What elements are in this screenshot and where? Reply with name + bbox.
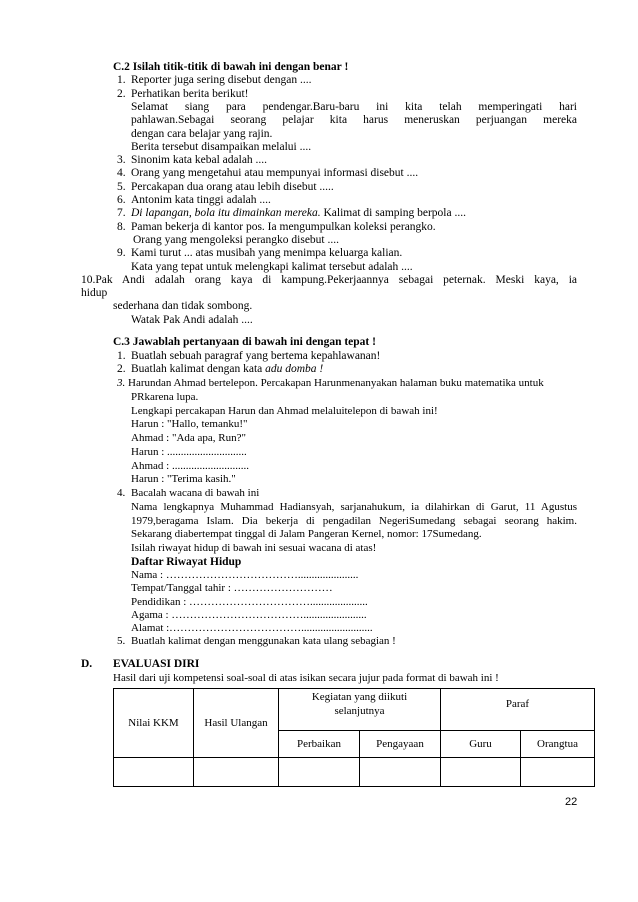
question-prompt: Berita tersebut disampaikan melalui .... xyxy=(131,141,312,153)
dialogue-speaker: Ahmad : xyxy=(131,432,170,444)
question-prompt: Kata yang tepat untuk melengkapi kalimat tersebut adalah .... xyxy=(131,261,413,273)
question-text: Orang yang mengetahui atau mempunyai informasi disebut .... xyxy=(131,167,419,179)
dialogue-text: "Ada apa, Run?" xyxy=(171,432,246,444)
dialogue-blank: ............................ xyxy=(171,460,249,472)
form-title: Daftar Riwayat Hidup xyxy=(131,556,242,568)
dialogue-line xyxy=(131,459,249,473)
question-number: 10. xyxy=(81,274,96,286)
dialogue-blank: ............................. xyxy=(167,446,247,458)
reading-passage-line: 1979,beragama Islam. Dia bekerja di pengadilan NegeriSumedang sebagai seorang hakim. xyxy=(131,515,577,527)
c2-question-8 xyxy=(117,220,436,234)
c3-question-2 xyxy=(117,362,323,376)
question-text: Pak Andi adalah orang kaya di kampung.Pekerjaannya sebagai peternak. Meski kaya, ia xyxy=(95,274,577,286)
header-paraf: Paraf xyxy=(441,689,595,731)
question-prompt: Watak Pak Andi adalah .... xyxy=(131,314,253,326)
question-number: 3. xyxy=(117,154,126,166)
question-number: 5. xyxy=(117,635,126,647)
form-field-nama: Nama : ………………………………...................... xyxy=(131,569,359,581)
question-instruction: Isilah riwayat hidup di bawah ini sesuai wacana di atas! xyxy=(131,542,377,554)
evaluation-table xyxy=(113,688,595,787)
section-c2-heading: C.2 Isilah titik-titik di bawah ini dengan benar ! xyxy=(113,61,349,73)
c2-question-4 xyxy=(117,166,418,180)
table-cell xyxy=(279,758,360,787)
dialogue-speaker: Harun : xyxy=(131,418,165,430)
table-cell xyxy=(441,758,521,787)
dialogue-text: "Terima kasih." xyxy=(167,473,236,485)
question-text: Kalimat di samping berpola .... xyxy=(323,207,466,219)
question-text: Buatlah sebuah paragraf yang bertema kepahlawanan! xyxy=(131,350,381,362)
question-text: Percakapan dua orang atau lebih disebut ..... xyxy=(131,181,334,193)
form-field-pendidikan: Pendidikan : ……………………………..................... xyxy=(131,596,368,608)
question-number: 1. xyxy=(117,350,126,362)
question-text: Bacalah wacana di bawah ini xyxy=(131,487,260,499)
c2-question-7 xyxy=(117,206,466,220)
table-row xyxy=(114,758,595,787)
c2-question-6 xyxy=(117,193,271,207)
question-number: 6. xyxy=(117,194,126,206)
table-cell xyxy=(521,758,595,787)
c2-question-2 xyxy=(117,87,249,101)
form-field-agama: Agama : ………………………………....................... xyxy=(131,609,367,621)
question-number: 9. xyxy=(117,247,126,259)
question-text-continuation: hidup xyxy=(81,287,108,299)
dialogue-line xyxy=(131,417,248,431)
table-header-row xyxy=(114,689,595,731)
section-c3-heading: C.3 Jawablah pertanyaan di bawah ini dengan tepat ! xyxy=(113,336,376,348)
table-cell xyxy=(114,758,194,787)
question-number: 2. xyxy=(117,363,126,375)
header-kegiatan-line: selanjutnya xyxy=(334,705,385,717)
reading-passage-line: Nama lengkapnya Muhammad Hadiansyah, sarjanahukum, ia dilahirkan di Garut, 11 Agustus xyxy=(131,501,577,513)
question-number: 4. xyxy=(117,487,126,499)
question-number: 1. xyxy=(117,74,126,86)
reading-passage-line: Sekarang diabertempat tinggal di Jalam Pangeran Kernel, nomor: 17Sumedang. xyxy=(131,528,482,540)
form-field-tempat-tanggal-lahir: Tempat/Tanggal tahir : ……………………… xyxy=(131,582,333,594)
section-d-heading: EVALUASI DIRI xyxy=(113,658,200,670)
question-number: 5. xyxy=(117,181,126,193)
dialogue-speaker: Ahmad : xyxy=(131,460,170,472)
news-passage-line: pahlawan.Sebagai seorang pelajar kita harus meneruskan perjuangan mereka xyxy=(131,114,577,126)
c2-question-1 xyxy=(117,73,311,87)
c2-question-9 xyxy=(117,246,402,260)
c3-question-4 xyxy=(117,486,259,500)
news-passage-line: dengan cara belajar yang rajin. xyxy=(131,128,273,140)
dialogue-line xyxy=(131,431,246,445)
section-d-instruction: Hasil dari uji kompetensi soal-soal di atas isikan secara jujur pada format di bawah ini ! xyxy=(113,672,499,684)
question-text: Harundan Ahmad bertelepon. Percakapan Harunmenanyakan halaman buku matematika untuk xyxy=(128,377,544,389)
emphasized-word: adu domba ! xyxy=(265,363,324,375)
table-cell xyxy=(360,758,441,787)
question-number: 4. xyxy=(117,167,126,179)
question-prompt: Orang yang mengoleksi perangko disebut .... xyxy=(133,234,339,246)
question-text: Sinonim kata kebal adalah .... xyxy=(131,154,268,166)
question-text: Perhatikan berita berikut! xyxy=(131,88,249,100)
c3-question-3 xyxy=(117,376,544,390)
question-number: 7. xyxy=(117,207,126,219)
dialogue-speaker: Harun : xyxy=(131,473,165,485)
question-text-continuation: sederhana dan tidak sombong. xyxy=(113,300,253,312)
c2-question-10 xyxy=(81,273,577,287)
subheader-guru: Guru xyxy=(441,731,521,758)
header-hasil-ulangan: Hasil Ulangan xyxy=(194,689,279,758)
dialogue-line xyxy=(131,445,247,459)
dialogue-speaker: Harun : xyxy=(131,446,165,458)
page-number: 22 xyxy=(565,796,578,808)
question-text: Paman bekerja di kantor pos. Ia mengumpulkan koleksi perangko. xyxy=(131,221,436,233)
example-sentence: Di lapangan, bola itu dimainkan mereka. xyxy=(131,207,321,219)
question-text: Reporter juga sering disebut dengan .... xyxy=(131,74,312,86)
header-kegiatan xyxy=(279,689,441,731)
table-cell xyxy=(194,758,279,787)
header-nilai-kkm: Nilai KKM xyxy=(114,689,194,758)
subheader-perbaikan: Perbaikan xyxy=(279,731,360,758)
question-instruction: Lengkapi percakapan Harun dan Ahmad melaluitelepon di bawah ini! xyxy=(131,405,438,417)
subheader-orangtua: Orangtua xyxy=(521,731,595,758)
dialogue-line xyxy=(131,472,236,486)
news-passage-line: Selamat siang para pendengar.Baru-baru ini kita telah memperingati hari xyxy=(131,101,577,113)
form-field-alamat: Alamat :……………………………….......................... xyxy=(131,622,373,634)
question-text: Antonim kata tinggi adalah .... xyxy=(131,194,271,206)
c3-question-5 xyxy=(117,634,396,648)
c2-question-3 xyxy=(117,153,267,167)
question-text: Buatlah kalimat dengan kata xyxy=(131,363,263,375)
question-text: Kami turut ... atas musibah yang menimpa keluarga kalian. xyxy=(131,247,403,259)
dialogue-text: "Hallo, temanku!" xyxy=(167,418,248,430)
header-kegiatan-line: Kegiatan yang diikuti xyxy=(311,691,408,703)
subheader-pengayaan: Pengayaan xyxy=(360,731,441,758)
c2-question-5 xyxy=(117,180,334,194)
question-text-continuation: PRkarena lupa. xyxy=(131,391,199,403)
question-number: 2. xyxy=(117,88,126,100)
question-text: Buatlah kalimat dengan menggunakan kata ulang sebagian ! xyxy=(131,635,396,647)
section-d-number: D. xyxy=(81,658,93,670)
question-number: 3. xyxy=(117,377,126,389)
question-number: 8. xyxy=(117,221,126,233)
c3-question-1 xyxy=(117,349,380,363)
